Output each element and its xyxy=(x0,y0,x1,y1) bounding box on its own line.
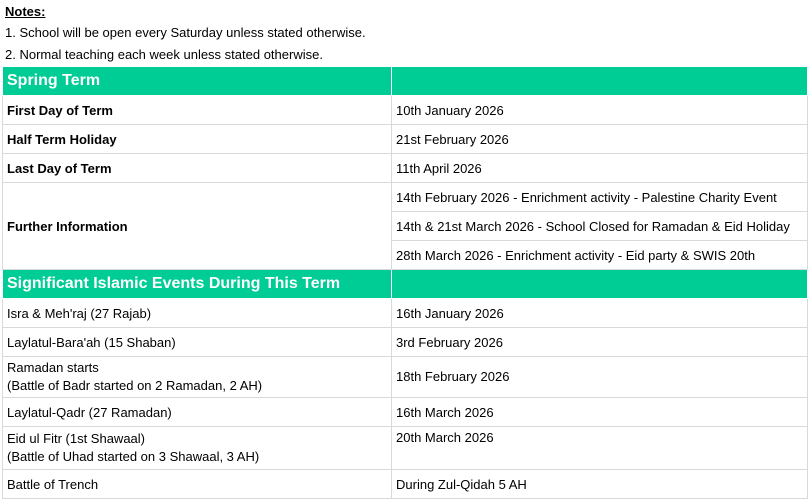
table-row xyxy=(3,427,808,470)
event-label-multiline[interactable] xyxy=(3,427,392,470)
spring-term-header-row xyxy=(3,67,808,96)
event-label[interactable]: Battle of Trench xyxy=(3,470,392,499)
event-label-multiline[interactable] xyxy=(3,357,392,398)
event-value[interactable]: 18th February 2026 xyxy=(392,357,808,398)
further-info-item[interactable]: 14th February 2026 - Enrichment activity - Palestine Charity Event xyxy=(392,183,808,212)
table-row xyxy=(3,183,808,212)
table-row xyxy=(3,470,808,499)
table-row xyxy=(3,328,808,357)
notes-title: Notes: xyxy=(5,4,46,19)
term-dates-table xyxy=(2,66,808,499)
event-value[interactable]: 16th January 2026 xyxy=(392,299,808,328)
event-label[interactable]: Laylatul-Qadr (27 Ramadan) xyxy=(3,398,392,427)
event-label: Eid ul Fitr (1st Shawaal) xyxy=(7,431,145,446)
event-value[interactable]: 20th March 2026 xyxy=(392,427,808,470)
event-label: Ramadan starts xyxy=(7,360,99,375)
islamic-events-header-row xyxy=(3,270,808,299)
table-row xyxy=(3,96,808,125)
note-item: 1. School will be open every Saturday unless stated otherwise. xyxy=(5,25,366,40)
further-info-label[interactable]: Further Information xyxy=(3,183,392,270)
event-value[interactable]: During Zul-Qidah 5 AH xyxy=(392,470,808,499)
last-day-label[interactable]: Last Day of Term xyxy=(3,154,392,183)
event-label[interactable]: Isra & Meh'raj (27 Rajab) xyxy=(3,299,392,328)
note-item: 2. Normal teaching each week unless stated otherwise. xyxy=(5,47,323,62)
first-day-value[interactable]: 10th January 2026 xyxy=(392,96,808,125)
islamic-events-header[interactable]: Significant Islamic Events During This Term xyxy=(3,270,392,299)
header-empty-cell[interactable] xyxy=(392,67,808,96)
further-info-item[interactable]: 14th & 21st March 2026 - School Closed for Ramadan & Eid Holiday xyxy=(392,212,808,241)
header-empty-cell[interactable] xyxy=(392,270,808,299)
event-sub-label: (Battle of Badr started on 2 Ramadan, 2 AH) xyxy=(7,378,263,393)
event-value[interactable]: 16th March 2026 xyxy=(392,398,808,427)
event-sub-label: (Battle of Uhad started on 3 Shawaal, 3 AH) xyxy=(7,449,260,464)
event-value[interactable]: 3rd February 2026 xyxy=(392,328,808,357)
last-day-value[interactable]: 11th April 2026 xyxy=(392,154,808,183)
notes-section xyxy=(0,0,808,66)
table-row xyxy=(3,125,808,154)
half-term-label[interactable]: Half Term Holiday xyxy=(3,125,392,154)
event-label[interactable]: Laylatul-Bara'ah (15 Shaban) xyxy=(3,328,392,357)
table-row xyxy=(3,299,808,328)
first-day-label[interactable]: First Day of Term xyxy=(3,96,392,125)
table-row xyxy=(3,154,808,183)
spring-term-header[interactable]: Spring Term xyxy=(3,67,392,96)
table-row xyxy=(3,398,808,427)
table-row xyxy=(3,357,808,398)
further-info-item[interactable]: 28th March 2026 - Enrichment activity - Eid party & SWIS 20th xyxy=(392,241,808,270)
half-term-value[interactable]: 21st February 2026 xyxy=(392,125,808,154)
